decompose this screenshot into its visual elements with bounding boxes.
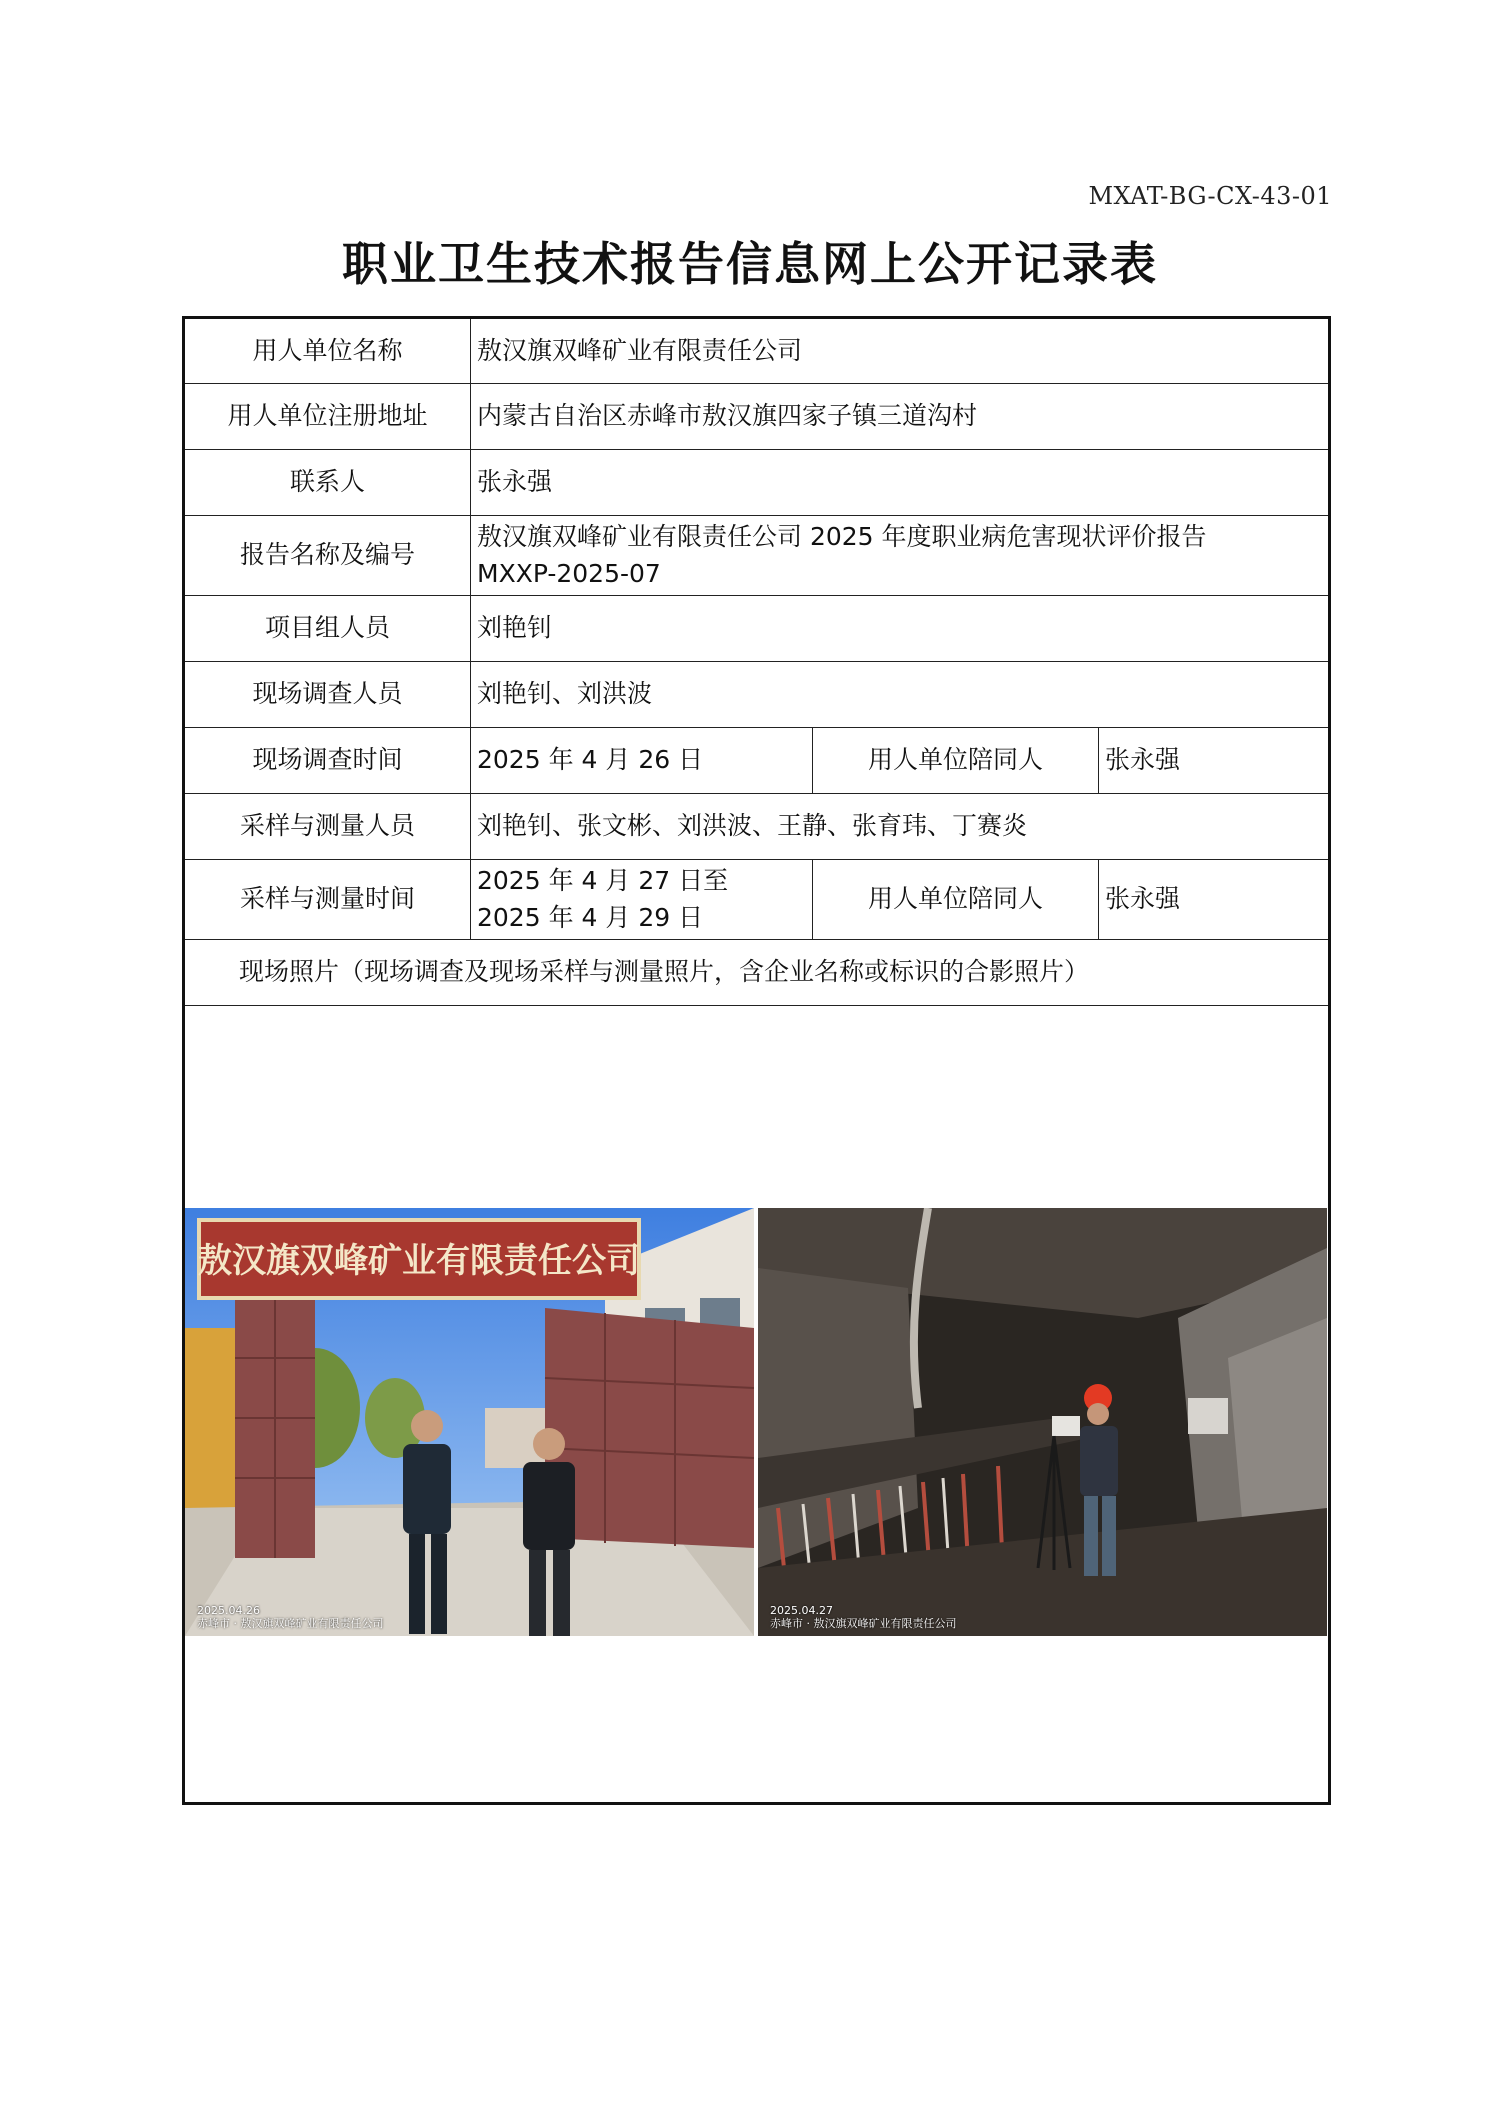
photo-underground-sampling (758, 1208, 1327, 1636)
sampling-staff-label: 采样与测量人员 (184, 794, 471, 860)
row-project-team (184, 596, 1330, 662)
row-employer-name (184, 318, 1330, 384)
sampling-staff-value: 刘艳钊、张文彬、刘洪波、王静、张育玮、丁赛炎 (471, 794, 1330, 860)
survey-escort-label: 用人单位陪同人 (813, 728, 1099, 794)
document-code: MXAT-BG-CX-43-01 (1088, 182, 1332, 210)
report-label: 报告名称及编号 (184, 516, 471, 596)
report-name: 敖汉旗双峰矿业有限责任公司 2025 年度职业病危害现状评价报告 (477, 522, 1207, 552)
sampling-time-label: 采样与测量时间 (184, 860, 471, 940)
row-report (184, 516, 1330, 596)
photo1-watermark (197, 1604, 384, 1630)
gate-sign-text: 敖汉旗双峰矿业有限责任公司 (198, 1241, 640, 1281)
project-team-value: 刘艳钊 (471, 596, 1330, 662)
employer-address-label: 用人单位注册地址 (184, 384, 471, 450)
row-contact (184, 450, 1330, 516)
row-survey-staff (184, 662, 1330, 728)
contact-label: 联系人 (184, 450, 471, 516)
photo2-watermark (770, 1604, 957, 1630)
photo2-stamp-date: 2025.04.27 (770, 1603, 833, 1617)
sampling-time-start: 2025 年 4 月 27 日至 (477, 866, 729, 896)
survey-staff-label: 现场调查人员 (184, 662, 471, 728)
employer-name-value: 敖汉旗双峰矿业有限责任公司 (471, 318, 1330, 384)
gate-photo-image (185, 1208, 754, 1636)
sampling-escort-value: 张永强 (1099, 860, 1330, 940)
page-title: 职业卫生技术报告信息网上公开记录表 (342, 237, 1158, 291)
employer-name-label: 用人单位名称 (184, 318, 471, 384)
record-table (182, 316, 1331, 1805)
survey-time-value: 2025 年 4 月 26 日 (471, 728, 813, 794)
row-photos-header (184, 940, 1330, 1006)
photo2-stamp-place: 赤峰市 · 敖汉旗双峰矿业有限责任公司 (770, 1616, 957, 1630)
photo-company-gate (185, 1208, 754, 1636)
row-photos (184, 1006, 1330, 1804)
sampling-photo-image (758, 1208, 1327, 1636)
sampling-escort-label: 用人单位陪同人 (813, 860, 1099, 940)
sampling-time-value (471, 860, 813, 940)
survey-staff-value: 刘艳钊、刘洪波 (471, 662, 1330, 728)
report-number: MXXP-2025-07 (477, 558, 661, 588)
row-sampling-time (184, 860, 1330, 940)
row-sampling-staff (184, 794, 1330, 860)
photo1-stamp-date: 2025.04.26 (197, 1603, 260, 1617)
sampling-time-end: 2025 年 4 月 29 日 (477, 902, 704, 932)
survey-time-label: 现场调查时间 (184, 728, 471, 794)
photo1-stamp-place: 赤峰市 · 敖汉旗双峰矿业有限责任公司 (197, 1616, 384, 1630)
project-team-label: 项目组人员 (184, 596, 471, 662)
survey-escort-value: 张永强 (1099, 728, 1330, 794)
row-survey-time (184, 728, 1330, 794)
row-employer-address (184, 384, 1330, 450)
photos-header: 现场照片（现场调查及现场采样与测量照片，含企业名称或标识的合影照片） (184, 940, 1330, 1006)
report-value (471, 516, 1330, 596)
employer-address-value: 内蒙古自治区赤峰市敖汉旗四家子镇三道沟村 (471, 384, 1330, 450)
contact-value: 张永强 (471, 450, 1330, 516)
photos-cell (184, 1006, 1330, 1804)
